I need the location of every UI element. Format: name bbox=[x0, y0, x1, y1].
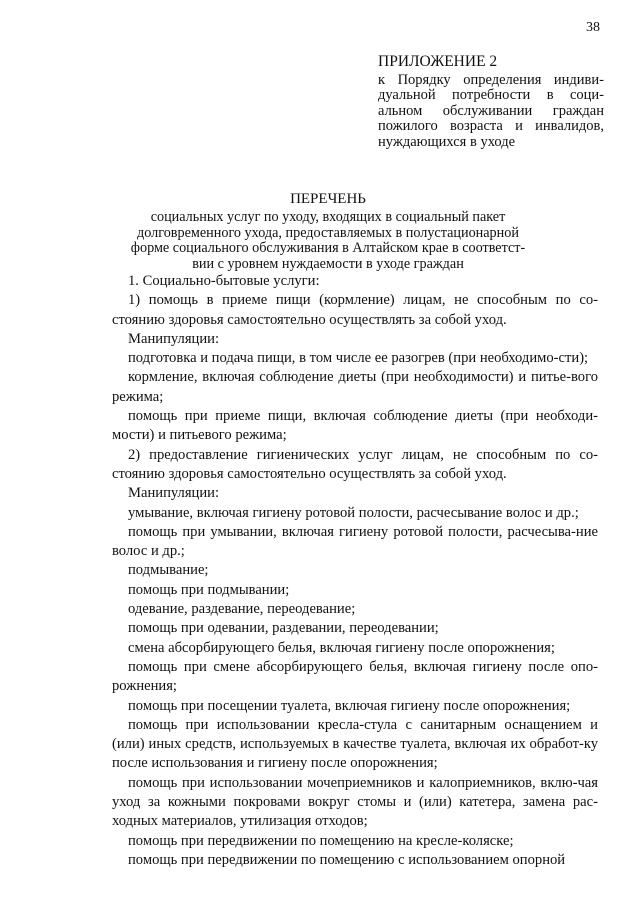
paragraph: помощь при использовании кресла-стула с санитарным оснащением и (или) иных средств, используемых в качестве туалета, включая их обработ-ку после использования и гигиену после опорожнения; bbox=[112, 716, 598, 772]
document-heading bbox=[98, 192, 558, 273]
appendix-block bbox=[378, 54, 604, 150]
paragraph: умывание, включая гигиену ротовой полости, расчесывание волос и др.; bbox=[128, 504, 579, 521]
appendix-title: ПРИЛОЖЕНИЕ 2 bbox=[378, 53, 498, 70]
page-number: 38 bbox=[586, 20, 600, 35]
paragraph: помощь при использовании мочеприемников и калоприемников, вклю-чая уход за кожными покровами вокруг стомы и (или) катетера, замена рас-ходных материалов, утилизация отходов; bbox=[112, 774, 598, 830]
heading-line: форме социального обслуживания в Алтайском крае в соответст- bbox=[130, 240, 526, 257]
paragraph: помощь при умывании, включая гигиену ротовой полости, расчесыва-ние волос и др.; bbox=[112, 523, 598, 560]
paragraph: Манипуляции: bbox=[128, 330, 220, 347]
appendix-subtitle: к Порядку определения индиви-дуальной потребности в соци-альном обслуживании граждан пожилого возраста и инвалидов, нуждающихся в уходе bbox=[378, 71, 604, 150]
paragraph: помощь при одевании, раздевании, переодевании; bbox=[128, 620, 439, 637]
heading-line: долговременного ухода, предоставляемых в полустационарной bbox=[137, 224, 519, 241]
heading-title: ПЕРЕЧЕНЬ bbox=[290, 191, 366, 207]
paragraph: смена абсорбирующего белья, включая гигиену после опорожнения; bbox=[128, 639, 555, 656]
paragraph: помощь при подмывании; bbox=[128, 581, 290, 598]
paragraph: 2) предоставление гигиенических услуг лицам, не способным по со-стоянию здоровья самостоятельно осуществлять за собой уход. bbox=[112, 446, 598, 482]
paragraph: 1) помощь в приеме пищи (кормление) лицам, не способным по со-стоянию здоровья самостоятельно осуществлять за собой уход. bbox=[112, 292, 598, 328]
paragraph: помощь при передвижении по помещению с использованием опорной bbox=[128, 851, 566, 868]
heading-line: вии с уровнем нуждаемости в уходе граждан bbox=[192, 256, 464, 273]
paragraph: помощь при посещении туалета, включая гигиену после опорожнения; bbox=[128, 697, 571, 714]
body-text bbox=[112, 272, 598, 870]
paragraph: помощь при приеме пищи, включая соблюдение диеты (при необходи-мости) и питьевого режима; bbox=[112, 408, 598, 444]
paragraph: одевание, раздевание, переодевание; bbox=[128, 601, 356, 618]
section-heading: 1. Социально-бытовые услуги: bbox=[128, 273, 320, 289]
paragraph: подмывание; bbox=[128, 562, 209, 579]
paragraph: кормление, включая соблюдение диеты (при необходимости) и питье-вого режима; bbox=[112, 369, 598, 405]
paragraph: подготовка и подача пищи, в том числе ее разогрев (при необходимо-сти); bbox=[128, 350, 589, 367]
heading-line: социальных услуг по уходу, входящих в социальный пакет bbox=[150, 208, 506, 225]
paragraph: помощь при передвижении по помещению на кресле-коляске; bbox=[128, 832, 514, 849]
paragraph: Манипуляции: bbox=[128, 485, 220, 502]
paragraph: помощь при смене абсорбирующего белья, включая гигиену после опо-рожнения; bbox=[112, 658, 598, 695]
